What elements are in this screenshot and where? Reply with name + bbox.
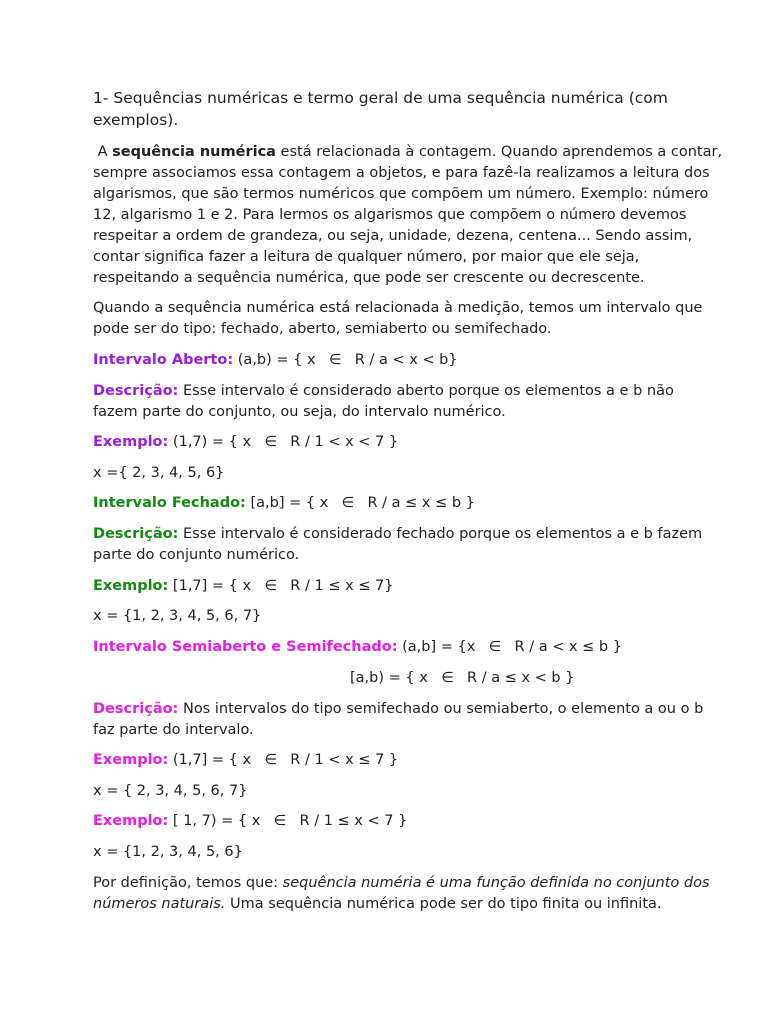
element-of-symbol: ∈	[264, 752, 278, 768]
aberto-pre: (a,b) = { x	[233, 352, 321, 368]
semi-ex1-label: Exemplo:	[93, 752, 169, 768]
intro-line-4: 12, algarismo 1 e 2. Para lermos os algarismos que compõem o número devemos	[93, 207, 687, 223]
intro-line-1	[93, 142, 722, 163]
fechado-desc-line-1	[93, 524, 702, 545]
aberto-ex-label: Exemplo:	[93, 434, 169, 450]
element-of-symbol: ∈	[441, 670, 454, 686]
intro-line-2: sempre associamos essa contagem a objetos, e para fazê-la realizamos a leitura dos	[93, 165, 710, 181]
element-of-symbol: ∈	[273, 813, 287, 829]
aberto-ex-pre: (1,7) = { x	[168, 434, 256, 450]
intro-lead: A	[93, 144, 113, 160]
aberto-desc-text: Esse intervalo é considerado aberto porque os elementos a e b não	[178, 383, 674, 399]
definition-rest: Uma sequência numérica pode ser do tipo finita ou infinita.	[225, 896, 662, 912]
aberto-desc-line-2: fazem parte do conjunto, ou seja, do intervalo numérico.	[93, 404, 506, 420]
fechado-desc-line-2: parte do conjunto numérico.	[93, 547, 300, 563]
title-line-1: 1- Sequências numéricas e termo geral de uma sequência numérica (com	[93, 89, 668, 107]
aberto-post: R / a < x < b}	[350, 352, 458, 368]
measure-line-2: pode ser do tipo: fechado, aberto, semiaberto ou semifechado.	[93, 321, 552, 337]
definition-lead: Por definição, temos que:	[93, 875, 283, 891]
element-of-symbol: ∈	[264, 434, 278, 450]
semi-pre: (a,b] = {x	[397, 639, 480, 655]
aberto-desc-label: Descrição:	[93, 383, 179, 399]
semi-post: R / a < x ≤ b }	[509, 639, 622, 655]
fechado-label: Intervalo Fechado:	[93, 495, 246, 511]
semi-ex2-label: Exemplo:	[93, 813, 169, 829]
intro-line-5: respeitar a ordem de grandeza, ou seja, unidade, dezena, centena... Sendo assim,	[93, 228, 693, 244]
semi-desc-line-1	[93, 699, 703, 720]
intro-line-6: contar significa fazer a leitura de qualquer número, por maior que ele seja,	[93, 249, 640, 265]
semi-definition	[93, 637, 622, 658]
semi-alt-pre: [a,b) = { x	[350, 670, 433, 686]
fechado-post: R / a ≤ x ≤ b }	[362, 495, 475, 511]
aberto-definition	[93, 350, 458, 371]
semi-ex1-post: R / 1 < x ≤ 7 }	[285, 752, 399, 768]
fechado-pre: [a,b] = { x	[245, 495, 333, 511]
element-of-symbol: ∈	[341, 495, 355, 511]
semi-alt-post: R / a ≤ x < b }	[462, 670, 575, 686]
semi-desc-label: Descrição:	[93, 701, 179, 717]
intro-rest: está relacionada à contagem. Quando aprendemos a contar,	[275, 144, 723, 160]
semi-label: Intervalo Semiaberto e Semifechado:	[93, 639, 398, 655]
aberto-desc-line-1	[93, 381, 674, 402]
semi-ex1-pre: (1,7] = { x	[168, 752, 256, 768]
definition-italic-2: números naturais.	[93, 896, 226, 912]
aberto-label: Intervalo Aberto:	[93, 352, 234, 368]
intro-line-3: algarismos, que são termos numéricos que compõem um número. Exemplo: número	[93, 186, 709, 202]
fechado-ex-pre: [1,7] = { x	[168, 578, 256, 594]
element-of-symbol: ∈	[488, 639, 502, 655]
fechado-example	[93, 576, 393, 597]
fechado-desc-label: Descrição:	[93, 526, 179, 542]
fechado-set: x = {1, 2, 3, 4, 5, 6, 7}	[93, 608, 262, 624]
definition-italic-1: sequência numéria é uma função definida no conjunto dos	[282, 875, 710, 891]
semi-example-1	[93, 750, 398, 771]
definition-line-1	[93, 873, 710, 894]
intro-line-7: respeitando a sequência numérica, que pode ser crescente ou decrescente.	[93, 270, 645, 286]
fechado-ex-post: R / 1 ≤ x ≤ 7}	[285, 578, 394, 594]
element-of-symbol: ∈	[264, 578, 278, 594]
definition-line-2	[93, 894, 662, 915]
semi-ex2-post: R / 1 ≤ x < 7 }	[294, 813, 408, 829]
element-of-symbol: ∈	[328, 352, 342, 368]
semi-set-1: x = { 2, 3, 4, 5, 6, 7}	[93, 783, 248, 799]
semi-set-2: x = {1, 2, 3, 4, 5, 6}	[93, 844, 243, 860]
semi-desc-text: Nos intervalos do tipo semifechado ou semiaberto, o elemento a ou o b	[178, 701, 704, 717]
aberto-set: x ={ 2, 3, 4, 5, 6}	[93, 465, 225, 481]
measure-line-1: Quando a sequência numérica está relacionada à medição, temos um intervalo que	[93, 300, 703, 316]
fechado-definition	[93, 493, 475, 514]
aberto-example	[93, 432, 398, 453]
fechado-ex-label: Exemplo:	[93, 578, 169, 594]
fechado-desc-text: Esse intervalo é considerado fechado porque os elementos a e b fazem	[178, 526, 703, 542]
semi-example-2	[93, 811, 407, 832]
bold-term: sequência numérica	[112, 144, 276, 160]
semi-desc-line-2: faz parte do intervalo.	[93, 722, 254, 738]
aberto-ex-post: R / 1 < x < 7 }	[285, 434, 399, 450]
semi-ex2-pre: [ 1, 7) = { x	[168, 813, 265, 829]
title-line-2: exemplos).	[93, 111, 179, 129]
semi-alt-definition	[350, 668, 574, 689]
